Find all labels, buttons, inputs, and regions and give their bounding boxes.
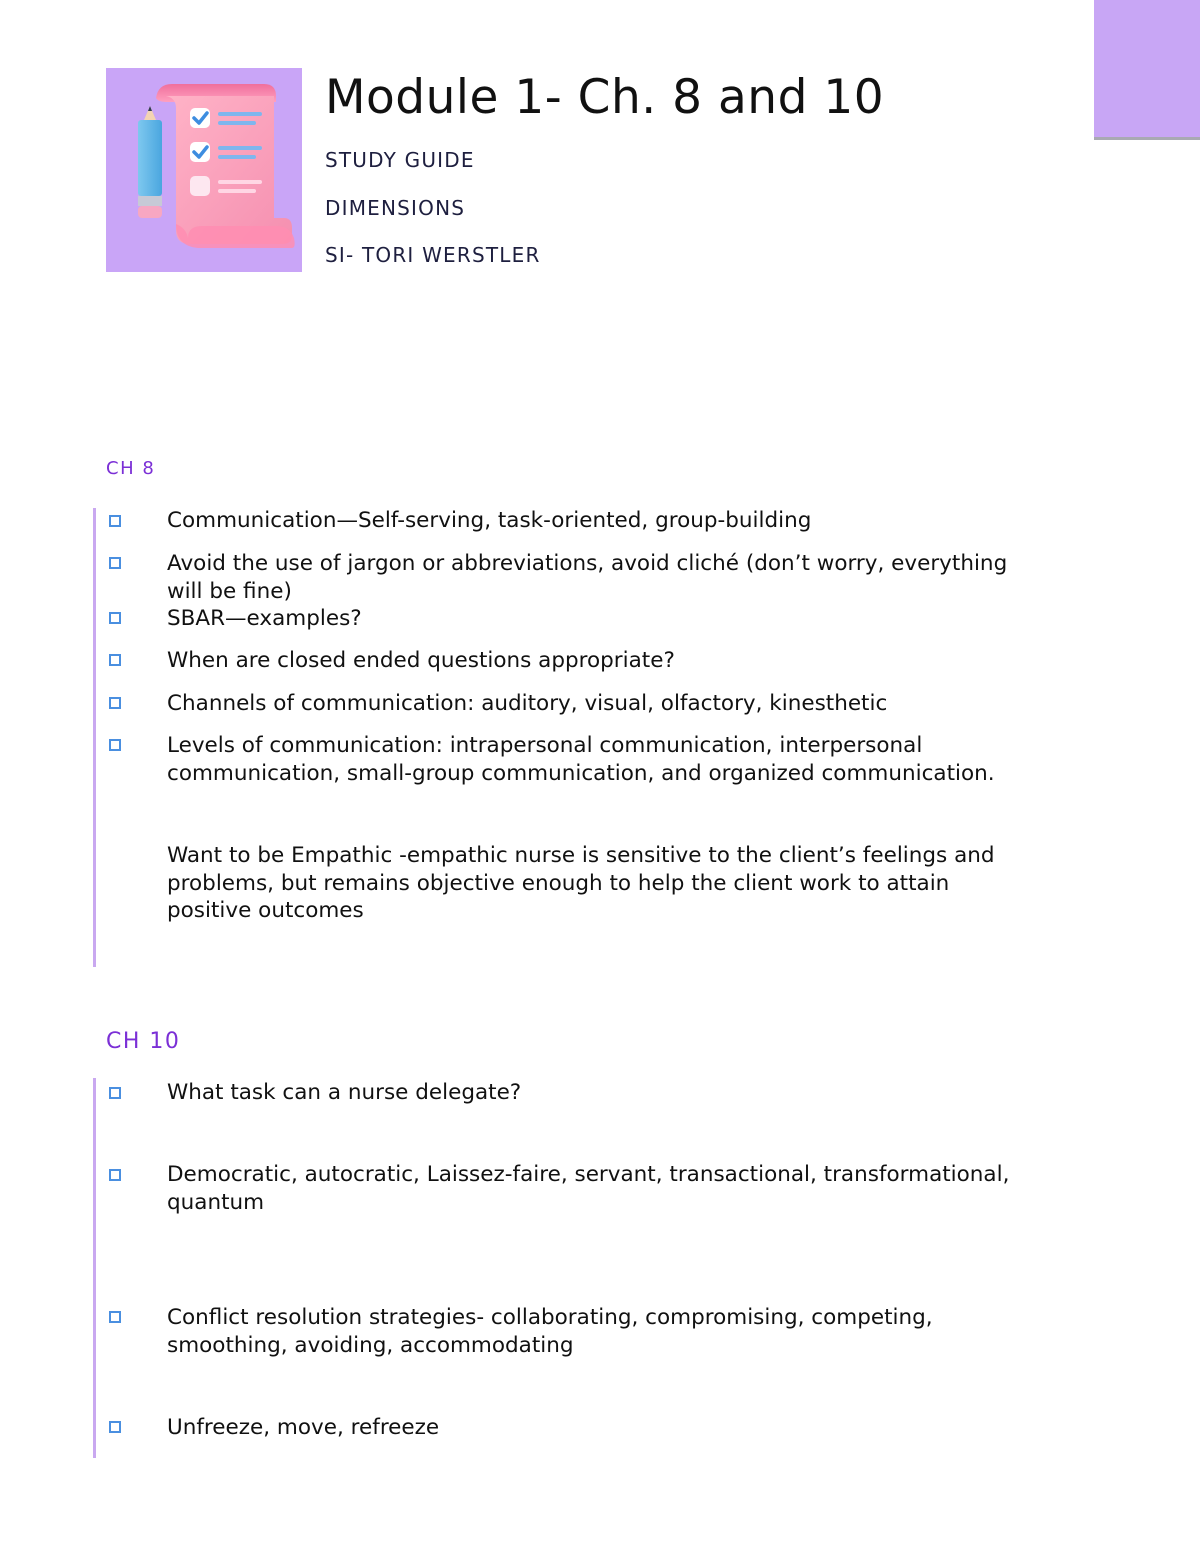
checklist-scroll-illustration [106, 68, 302, 272]
checklist-scroll-icon [106, 68, 302, 272]
section-rail-ch8 [93, 508, 96, 967]
section-heading-ch8: CH 8 [106, 458, 156, 479]
section-heading-ch10: CH 10 [106, 1029, 181, 1054]
list-item: SBAR—examples? [167, 606, 362, 631]
subtitle-course: DIMENSIONS [325, 196, 466, 220]
checkbox-icon[interactable] [109, 557, 121, 569]
list-item: Communication—Self-serving, task-oriented, group-building [167, 508, 812, 533]
checkbox-icon[interactable] [109, 515, 121, 527]
document-title: Module 1- Ch. 8 and 10 [325, 70, 885, 125]
checkbox-icon[interactable] [109, 612, 121, 624]
list-item: Conflict resolution strategies- collaborating, compromising, competing, smoothing, avoiding, accommodating [167, 1305, 933, 1358]
checkbox-icon[interactable] [109, 1421, 121, 1433]
subtitle-study-guide: STUDY GUIDE [325, 148, 475, 172]
list-item: Democratic, autocratic, Laissez-faire, servant, transactional, transformational, quantum [167, 1162, 1010, 1215]
checkbox-icon[interactable] [109, 739, 121, 751]
list-item: Levels of communication: intrapersonal communication, interpersonal communication, small-group communication, and organized communication. [167, 733, 995, 786]
list-item: When are closed ended questions appropriate? [167, 648, 675, 673]
list-item: What task can a nurse delegate? [167, 1080, 522, 1105]
corner-accent-tab [1094, 0, 1200, 140]
subtitle-author: SI- TORI WERSTLER [325, 243, 541, 267]
checkbox-icon[interactable] [109, 1169, 121, 1181]
empathy-note: Want to be Empathic -empathic nurse is sensitive to the client’s feelings and problems, but remains objective enough to help the client work to attain positive outcomes [167, 843, 995, 923]
list-item: Avoid the use of jargon or abbreviations, avoid cliché (don’t worry, everything will be fine) [167, 551, 1008, 604]
list-item: Unfreeze, move, refreeze [167, 1415, 440, 1440]
checkbox-icon[interactable] [109, 1311, 121, 1323]
checkbox-icon[interactable] [109, 697, 121, 709]
checkbox-icon[interactable] [109, 654, 121, 666]
list-item: Channels of communication: auditory, visual, olfactory, kinesthetic [167, 691, 888, 716]
section-rail-ch10 [93, 1078, 96, 1458]
checkbox-icon[interactable] [109, 1087, 121, 1099]
